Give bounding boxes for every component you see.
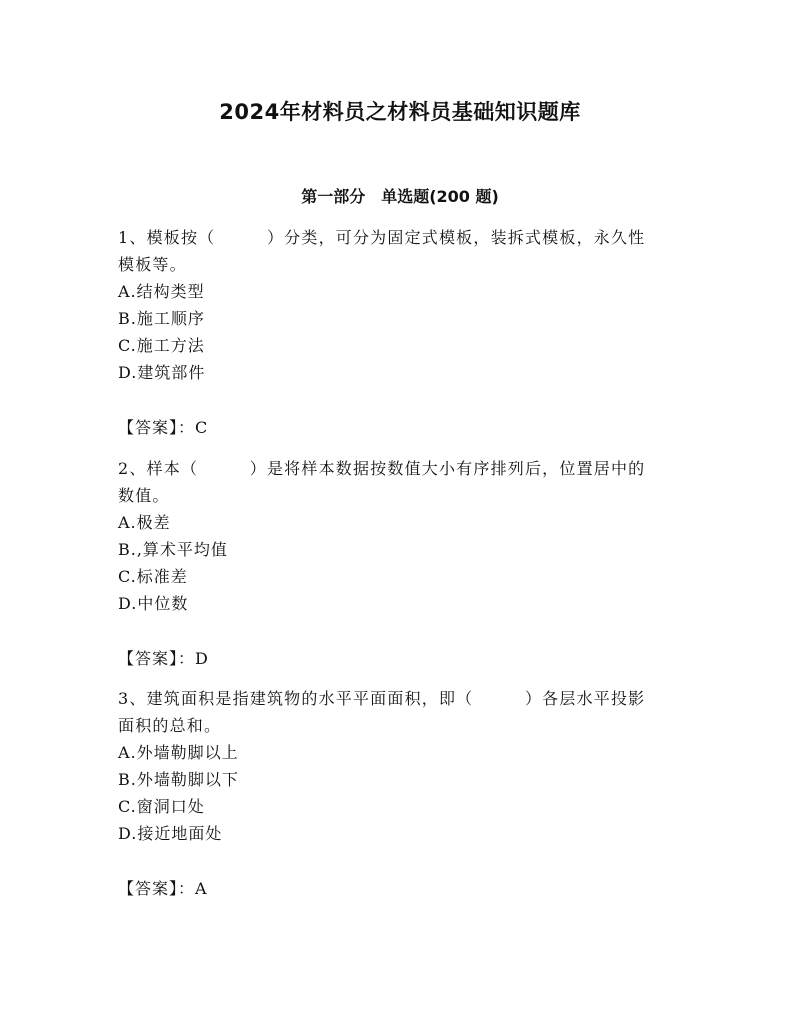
option-b: B.外墙勒脚以下 (118, 770, 239, 789)
question-stem-line: 1、模板按（ ）分类，可分为固定式模板，装拆式模板，永久性 (118, 228, 646, 247)
question-stem-line: 3、建筑面积是指建筑物的水平平面面积，即（ ）各层水平投影 (118, 689, 646, 708)
answer-line (118, 875, 688, 902)
option-b: B.施工顺序 (118, 309, 205, 328)
question-stem-line: 模板等。 (118, 255, 187, 274)
answer-value: D (195, 649, 209, 668)
option-b: B.,算术平均值 (118, 540, 228, 559)
question-stem-line: 面积的总和。 (118, 716, 222, 735)
question-3 (118, 685, 688, 902)
option-c: C.窗洞口处 (118, 797, 205, 816)
section-title: 第一部分 单选题(200 题) (301, 187, 499, 206)
document-title: 2024年材料员之材料员基础知识题库 (219, 100, 581, 124)
option-a: A.外墙勒脚以上 (118, 743, 239, 762)
question-1 (118, 224, 688, 441)
option-c: C.施工方法 (118, 336, 205, 355)
answer-label: 【答案】： (118, 879, 196, 898)
option-d: D.接近地面处 (118, 824, 223, 843)
answer-label: 【答案】： (118, 418, 196, 437)
question-stem-line: 2、样本（ ）是将样本数据按数值大小有序排列后，位置居中的 (118, 459, 646, 478)
answer-value: A (195, 879, 208, 898)
question-2 (118, 455, 688, 672)
answer-line (118, 645, 688, 672)
option-a: A.结构类型 (118, 282, 205, 301)
option-c: C.标准差 (118, 567, 188, 586)
option-a: A.极差 (118, 513, 171, 532)
answer-value: C (195, 418, 209, 437)
option-d: D.中位数 (118, 594, 189, 613)
option-d: D.建筑部件 (118, 363, 206, 382)
answer-line (118, 414, 688, 441)
answer-label: 【答案】： (118, 649, 196, 668)
question-stem-line: 数值。 (118, 486, 170, 505)
